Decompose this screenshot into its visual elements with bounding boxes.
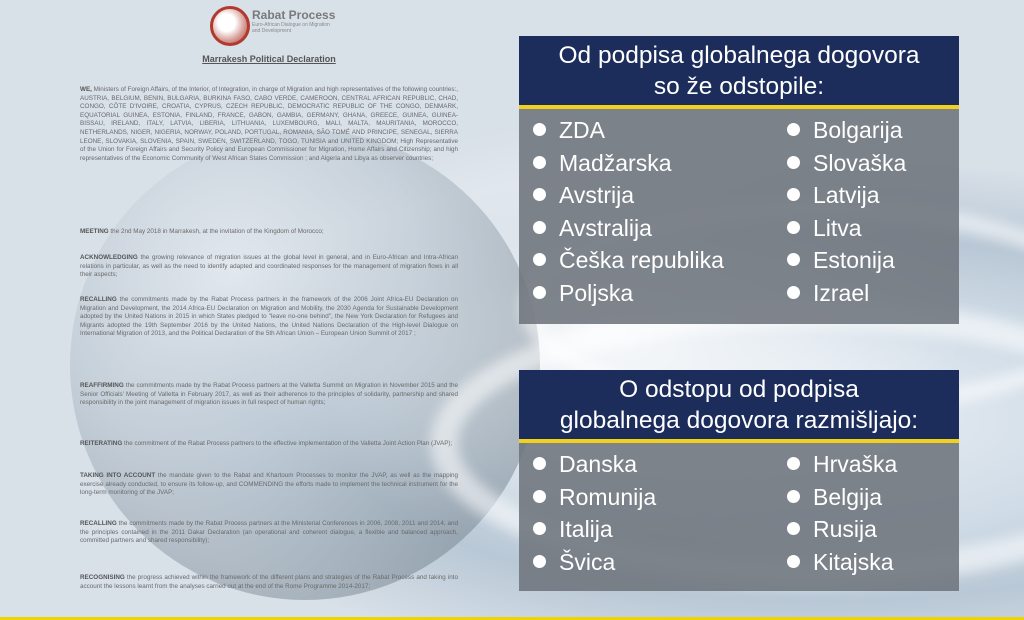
logo-title: Rabat Process — [252, 8, 336, 22]
country-list-item — [787, 215, 862, 242]
paragraph-lead: REITERATING — [80, 440, 123, 447]
panel-header — [519, 370, 959, 439]
country-name: Avstrija — [559, 182, 634, 208]
country-list-item — [533, 247, 724, 274]
country-name: ZDA — [559, 117, 605, 143]
country-name: Avstralija — [559, 214, 652, 241]
country-name: Estonija — [813, 247, 895, 273]
withdrawn-countries-panel — [519, 36, 959, 324]
country-list-item — [533, 182, 634, 209]
country-name: Češka republika — [559, 247, 724, 273]
bullet-icon — [787, 286, 800, 299]
bullet-icon — [787, 123, 800, 136]
document-paragraph — [80, 86, 458, 163]
country-list-item — [787, 451, 897, 478]
country-name: Izrael — [813, 279, 870, 306]
declaration-document — [80, 0, 458, 620]
country-list-item — [787, 516, 877, 543]
bullet-icon — [787, 253, 800, 266]
paragraph-lead: REAFFIRMING — [80, 382, 124, 389]
paragraph-text: the progress achieved within the framework of the different plans and strategies of the Rabat Process and taking into account the lessons learnt from the analyses carried out at the end of the Rome Programme 2014-2017; — [80, 574, 458, 590]
paragraph-text: the mandate given to the Rabat and Khartoum Processes to monitor the JVAP, as well as the mapping exercise already conducted, to ensure its follow-up, and COMMENDING the efforts made to implement the technical instrument for the long-term monitoring of the JVAP; — [80, 472, 458, 497]
panel-title-line1: Od podpisa globalnega dogovora — [558, 42, 920, 69]
bullet-icon — [533, 221, 546, 234]
document-paragraph — [80, 440, 458, 449]
country-name: Bolgarija — [813, 117, 903, 143]
panel-title-line2: globalnega dogovora razmišljajo: — [559, 407, 919, 434]
country-list-item — [787, 549, 894, 576]
panel-title-line1: O odstopu od podpisa — [619, 376, 859, 403]
country-list-item — [787, 280, 869, 307]
paragraph-text: the commitments made by the Rabat Process partners at the Ministerial Conferences in 2006, 2008, 2011 and 2014, and the principles contained in the 2011 Dakar Declaration (an operational and coherent dialogue, a flexible and balanced approach, committed partners and shared responsibility); — [80, 520, 458, 545]
country-list-item — [787, 484, 882, 511]
paragraph-text: the commitment of the Rabat Process partners to the effective implementation of the Valletta Joint Action Plan (JVAP); — [122, 440, 453, 447]
bullet-icon — [533, 457, 546, 470]
country-name: Latvija — [813, 182, 880, 208]
country-list-item — [533, 280, 633, 307]
country-name: Kitajska — [813, 548, 894, 575]
bullet-icon — [533, 555, 546, 568]
country-list-item — [787, 247, 895, 274]
country-list-item — [533, 150, 671, 177]
country-list-item — [533, 451, 637, 478]
country-list — [519, 443, 959, 591]
country-name: Slovaška — [813, 149, 907, 176]
bullet-icon — [787, 555, 800, 568]
paragraph-text: the commitments made by the Rabat Process partners in the framework of the 2006 Joint Africa-EU Declaration on Migration and Development, the 2014 Africa-EU Declaration on Migration and Mobility, the 2030 Agenda for Sustainable Development adopted by the United Nations in 2015 in which States pledged to "leave no-one behind", the New York Declaration for Refugees and Migrants adopted the 19th September 2016 by the United Nations, the United Nations Declaration of the High-level Dialogue on International Migration of 2013, and the Political Declaration of the 5th African Union – European Union Summit of 2017 ; — [80, 296, 458, 338]
document-paragraph — [80, 382, 458, 408]
bullet-icon — [787, 457, 800, 470]
paragraph-lead: ACKNOWLEDGING — [80, 254, 138, 261]
country-list-item — [787, 117, 903, 144]
country-name: Litva — [813, 214, 862, 241]
panel-header — [519, 36, 959, 105]
bullet-icon — [533, 156, 546, 169]
paragraph-lead: RECOGNISING — [80, 574, 125, 581]
document-paragraph — [80, 296, 458, 339]
document-paragraph — [80, 574, 458, 591]
country-name: Poljska — [559, 279, 634, 306]
bullet-icon — [533, 188, 546, 201]
paragraph-text: the 2nd May 2018 in Marrakesh, at the invitation of the Kingdom of Morocco; — [108, 228, 324, 235]
document-title: Marrakesh Political Declaration — [202, 54, 336, 64]
considering-countries-panel — [519, 370, 959, 591]
document-paragraph — [80, 228, 458, 237]
bullet-icon — [533, 286, 546, 299]
country-list-item — [787, 150, 906, 177]
country-name: Italija — [559, 516, 613, 542]
paragraph-lead: TAKING INTO ACCOUNT — [80, 472, 156, 479]
bullet-icon — [787, 156, 800, 169]
country-list-item — [533, 549, 615, 576]
rabat-process-logo-icon — [210, 6, 250, 46]
country-list — [519, 109, 959, 324]
country-list-item — [533, 516, 613, 543]
document-paragraph — [80, 520, 458, 546]
country-list-item — [533, 117, 605, 144]
panel-title-line2: so že odstopile: — [653, 73, 825, 100]
paragraph-lead: MEETING — [80, 228, 109, 235]
paragraph-text: Ministers of Foreign Affairs, of the Interior, of Integration, in charge of Migration and high representatives of the following countries:, AUSTRIA, BELGIUM, BENIN, BULGARIA, BURKINA FASO, CABO VERDE, CAMEROON, CENTRAL AFRICAN REPUBLIC, CHAD, CONGO, CÔTE D'IVOIRE, CROATIA, CYPRUS, CZECH REPUBLIC, DEMOCRATIC REPUBLIC OF THE CONGO, DENMARK, EQUATORIAL GUINEA, ESTONIA, FINLAND, FRANCE, GABON, GAMBIA, GERMANY, GHANA, GREECE, GUINEA, GUINEA-BISSAU, IRELAND, ITALY, LATVIA, LIBERIA, LITHUANIA, LUXEMBOURG, MALI, MALTA, MAURITANIA, MOROCCO, NETHERLANDS, NIGER, NIGERIA, NORWAY, POLAND, PORTUGAL, ROMANIA, SÃO TOMÉ AND PRINCIPE, SENEGAL, SIERRA LEONE, SLOVAKIA, SLOVENIA, SPAIN, SWEDEN, SWITZERLAND, TOGO, TUNISIA and UNITED KINGDOM; High Representative of the Union for Foreign Affairs and Security Policy and European Commissioner for Migration, Home Affairs and Citizenship; and high representatives of the Economic Community of West African States Commission ; and Algeria and Libya as observer countries; — [80, 86, 458, 162]
country-list-item — [533, 484, 656, 511]
paragraph-text: the growing relevance of migration issues at the global level in general, and in Euro-African and Intra-African relations in particular, as well as the need to identify adapted and coordinated responses for the management of migration flows in all their aspects; — [80, 254, 458, 279]
bullet-icon — [787, 188, 800, 201]
paragraph-text: the commitments made by the Rabat Process partners at the Valletta Summit on Migration in November 2015 and the Senior Officials' Meeting of Valletta in February 2017, as well as their adherence to the principles of solidarity, partnership and shared responsibility in the joint management of migration issues in full respect of human rights; — [80, 382, 458, 407]
country-name: Švica — [559, 548, 616, 575]
bullet-icon — [787, 221, 800, 234]
bullet-icon — [787, 522, 800, 535]
bullet-icon — [533, 490, 546, 503]
document-paragraph — [80, 254, 458, 280]
paragraph-lead: RECALLING — [80, 296, 117, 303]
logo-subtitle: Euro-African Dialogue on Migration and Development — [252, 22, 330, 34]
bullet-icon — [533, 522, 546, 535]
country-name: Hrvaška — [813, 451, 898, 477]
bullet-icon — [533, 123, 546, 136]
country-name: Madžarska — [559, 149, 672, 176]
country-name: Romunija — [559, 483, 657, 510]
paragraph-lead: RECALLING — [80, 520, 117, 527]
country-name: Danska — [559, 451, 637, 477]
bullet-icon — [533, 253, 546, 266]
country-name: Belgija — [813, 483, 883, 510]
paragraph-lead: WE, — [80, 86, 92, 93]
country-list-item — [533, 215, 652, 242]
bullet-icon — [787, 490, 800, 503]
country-name: Rusija — [813, 516, 877, 542]
document-paragraph — [80, 472, 458, 498]
country-list-item — [787, 182, 879, 209]
